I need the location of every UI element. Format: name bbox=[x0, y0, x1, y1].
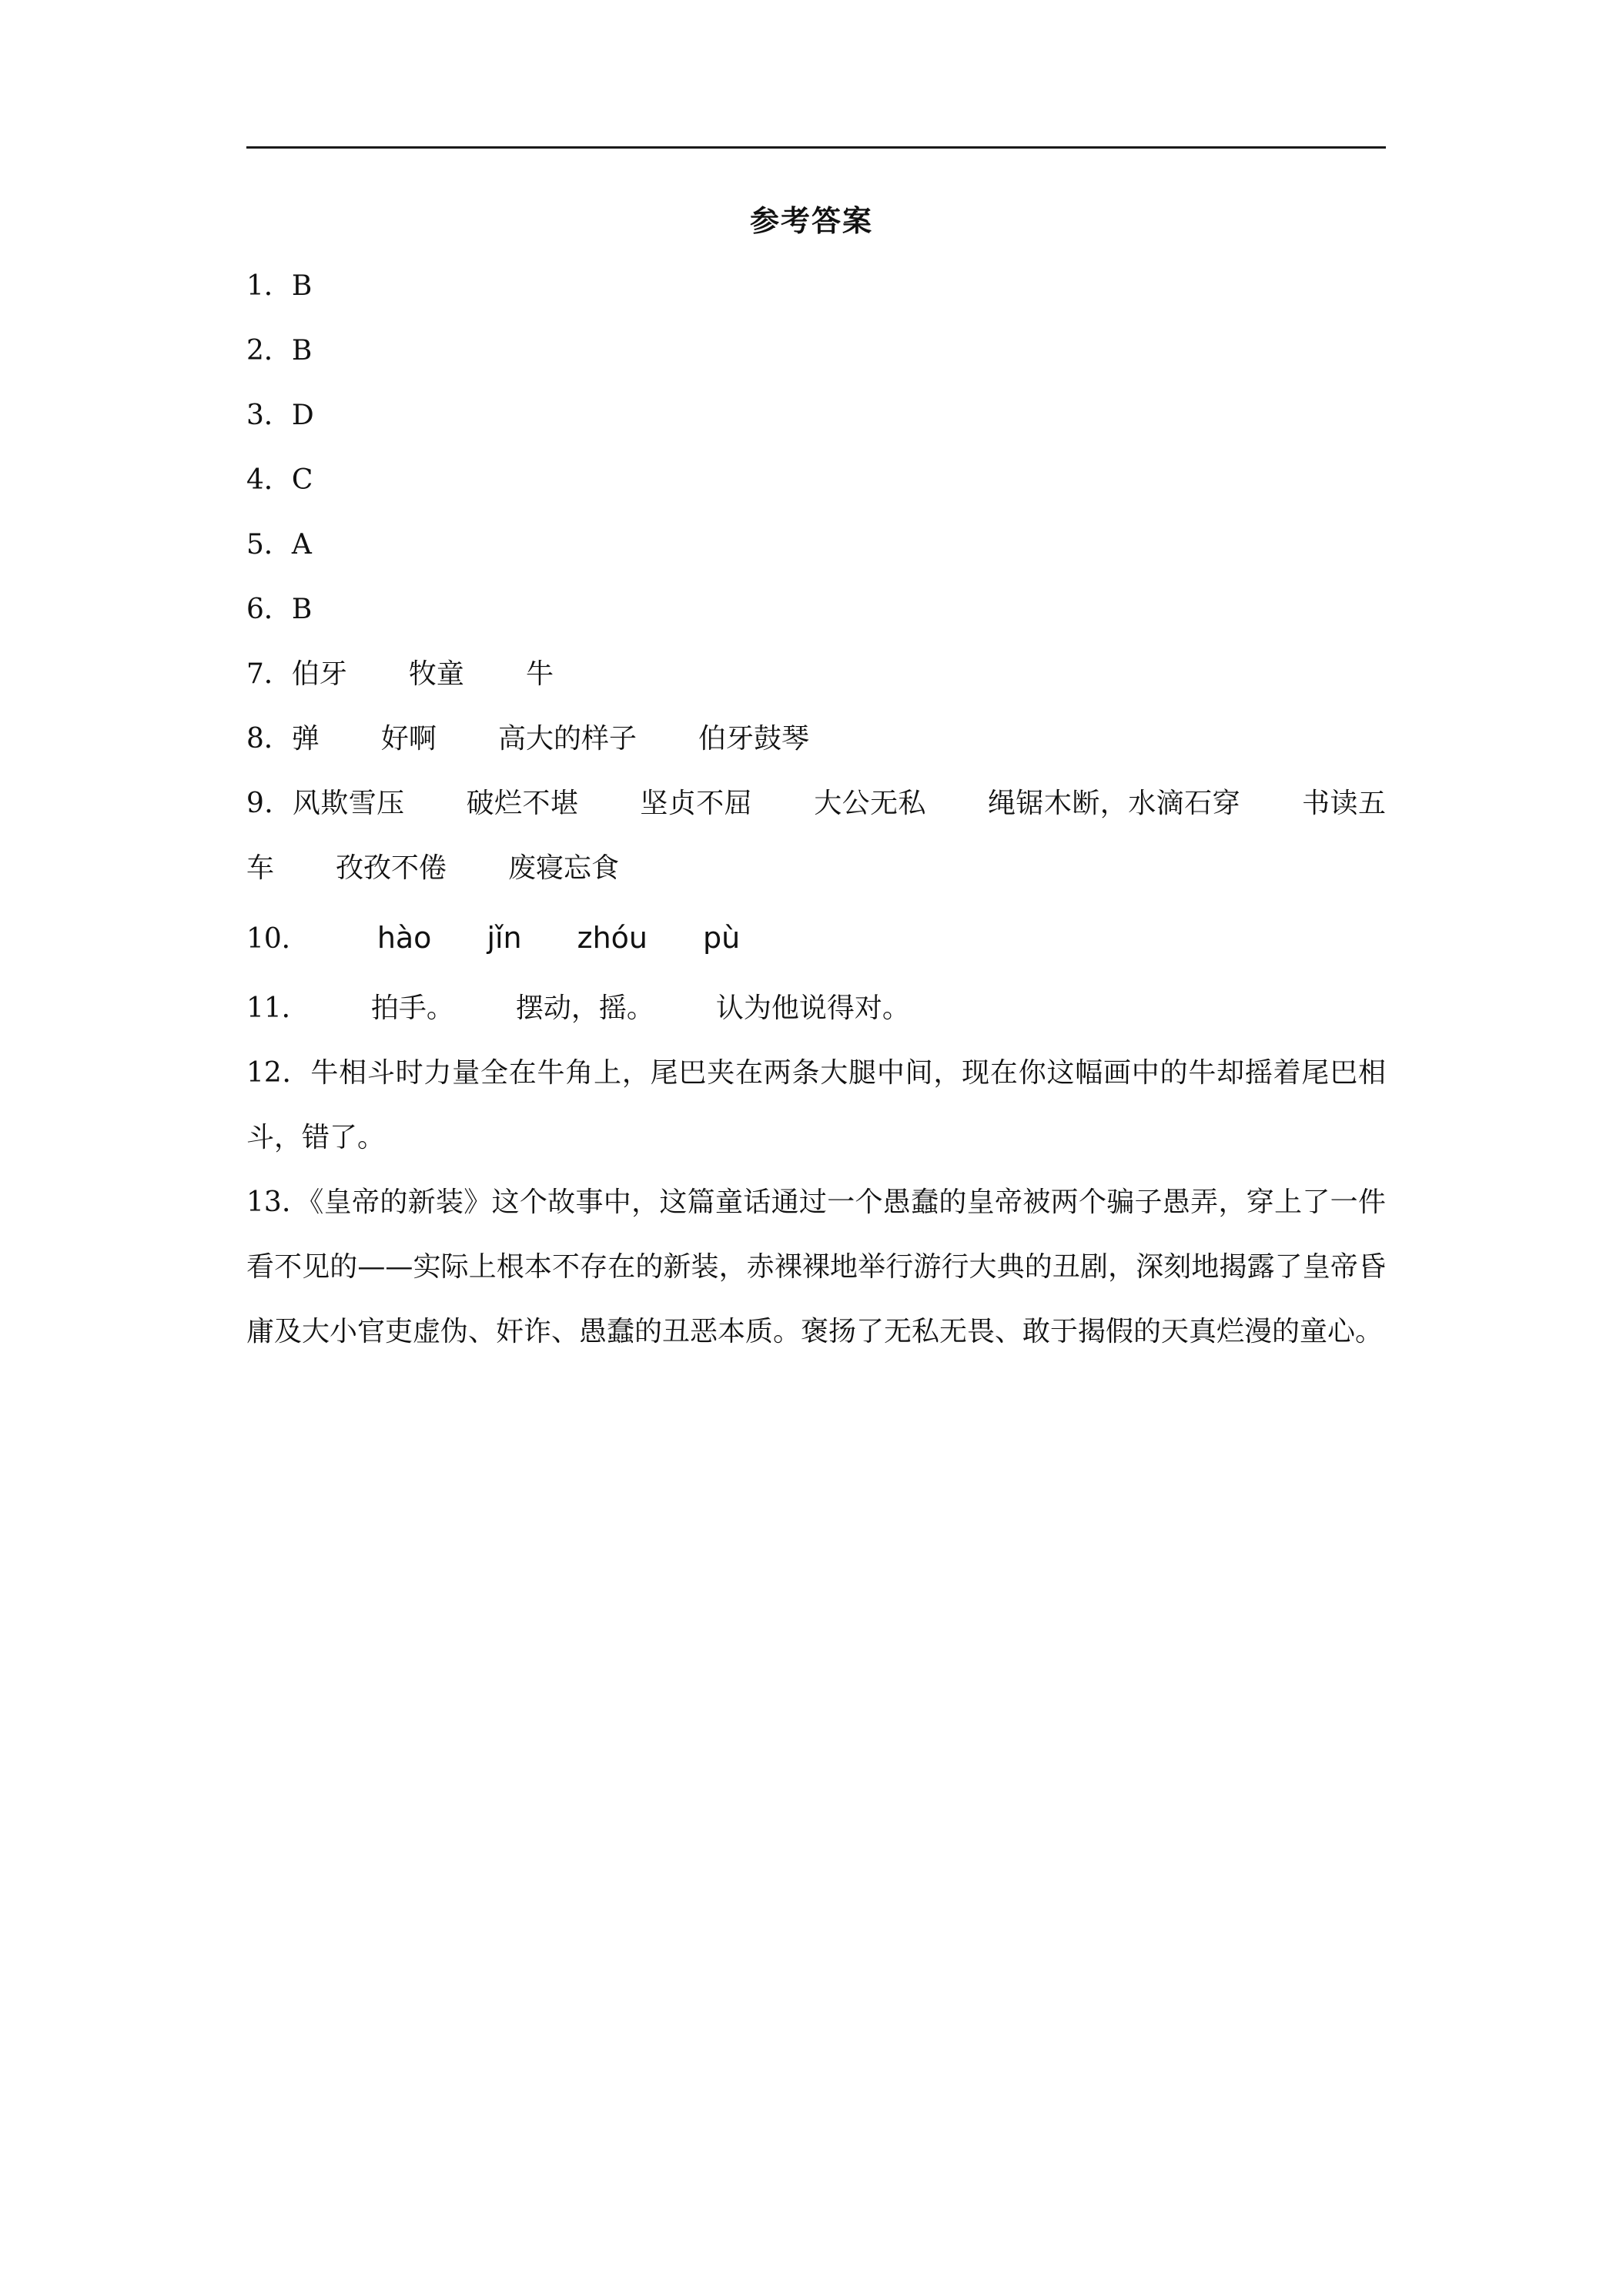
answer-number: 4． bbox=[246, 464, 292, 496]
pinyin-answer: hào bbox=[376, 921, 432, 955]
answer-list bbox=[246, 254, 1386, 1364]
answer-number: 3． bbox=[246, 400, 292, 431]
answer-part: 书读五车 bbox=[246, 788, 1386, 884]
answer-part: 风欺雪压 bbox=[292, 788, 405, 819]
answer-8 bbox=[246, 707, 1386, 771]
answer-part: 孜孜不倦 bbox=[336, 852, 447, 884]
answer-text: B bbox=[291, 594, 313, 625]
answer-text: C bbox=[291, 464, 313, 496]
answer-13 bbox=[246, 1170, 1386, 1364]
answer-part: 废寝忘食 bbox=[508, 852, 620, 884]
pinyin-answer: zhóu bbox=[577, 921, 648, 955]
answer-number: 2． bbox=[246, 335, 292, 366]
answer-part: 绳锯木断，水滴石穿 bbox=[988, 788, 1241, 819]
answer-part: 弹 bbox=[291, 723, 320, 755]
answer-part: 好啊 bbox=[380, 723, 437, 755]
pinyin-answer: jǐn bbox=[487, 921, 522, 955]
answer-text: D bbox=[291, 400, 314, 431]
answer-number: 10． bbox=[246, 923, 310, 955]
answer-part: 破烂不堪 bbox=[466, 788, 579, 819]
answer-text: 牛相斗时力量全在牛角上，尾巴夹在两条大腿中间，现在你这幅画中的牛却摇着尾巴相斗，错了。 bbox=[246, 1057, 1386, 1153]
answer-text: A bbox=[291, 529, 312, 561]
answer-number: 7． bbox=[246, 658, 292, 690]
answer-number: 12． bbox=[246, 1057, 311, 1089]
answer-text: B bbox=[291, 270, 313, 302]
answer-part: 牧童 bbox=[408, 658, 464, 690]
answer-10 bbox=[246, 904, 1386, 973]
answer-text: B bbox=[291, 335, 313, 366]
answer-part: 伯牙鼓琴 bbox=[698, 723, 809, 755]
answer-number: 13． bbox=[246, 1186, 310, 1218]
answer-part: 伯牙 bbox=[291, 658, 347, 690]
answer-part: 认为他说得对。 bbox=[715, 992, 910, 1024]
answer-11 bbox=[246, 976, 1386, 1041]
answer-6 bbox=[246, 577, 1386, 642]
answer-part: 拍手。 bbox=[370, 992, 454, 1024]
answer-1 bbox=[246, 254, 1386, 319]
answer-number: 8． bbox=[246, 723, 292, 755]
header-rule bbox=[246, 146, 1386, 149]
answer-7 bbox=[246, 642, 1386, 707]
answer-part: 坚贞不屈 bbox=[640, 788, 753, 819]
answer-number: 9． bbox=[246, 788, 293, 819]
answer-2 bbox=[246, 319, 1386, 383]
answer-number: 1． bbox=[246, 270, 292, 302]
answer-number: 5． bbox=[246, 529, 292, 561]
answer-part: 高大的样子 bbox=[497, 723, 637, 755]
answer-number: 6． bbox=[246, 594, 292, 625]
answer-12 bbox=[246, 1041, 1386, 1170]
page-title: 参考答案 bbox=[749, 203, 873, 238]
answer-3 bbox=[246, 383, 1386, 448]
answer-4 bbox=[246, 448, 1386, 513]
answer-text: 《皇帝的新装》这个故事中，这篇童话通过一个愚蠢的皇帝被两个骗子愚弄，穿上了一件看不见的——实际上根本不存在的新装，赤裸裸地举行游行大典的丑剧，深刻地揭露了皇帝昏庸及大小官吏虚伪、奸诈、愚蠢的丑恶本质。褒扬了无私无畏、敢于揭假的天真烂漫的童心。 bbox=[246, 1186, 1386, 1347]
answer-number: 11． bbox=[246, 992, 310, 1024]
answer-part: 大公无私 bbox=[814, 788, 926, 819]
pinyin-answer: pù bbox=[703, 921, 741, 955]
answer-part: 牛 bbox=[525, 658, 554, 690]
answer-9 bbox=[246, 771, 1386, 901]
answer-part: 摆动，摇。 bbox=[515, 992, 654, 1024]
answer-5 bbox=[246, 513, 1386, 577]
